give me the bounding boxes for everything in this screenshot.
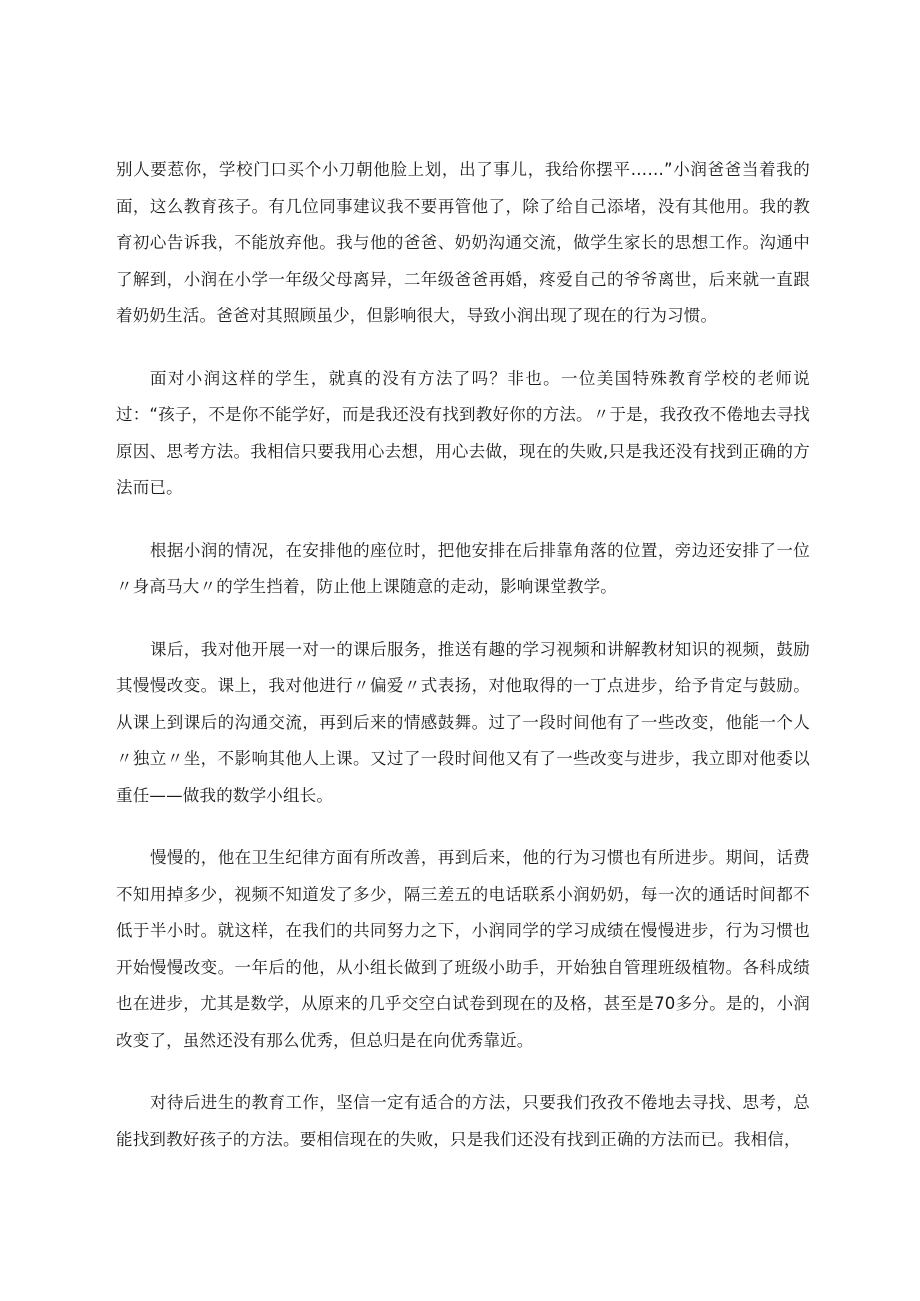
paragraph-1: 别人要惹你，学校门口买个小刀朝他脸上划，出了事儿，我给你摆平……”小润爸爸当着我的面，这么教育孩子。有几位同事建议我不要再管他了，除了给自己添堵，没有其他用。我的教育初心告诉我，不能放弃他。我与他的爸爸、奶奶沟通交流，做学生家长的思想工作。沟通中了解到，小润在小学一年级父母离异，二年级爸爸再婚，疼爱自己的爷爷离世，后来就一直跟着奶奶生活。爸爸对其照顾虽少，但影响很大，导致小润出现了现在的行为习惯。 bbox=[116, 160, 810, 325]
paragraph-3: 根据小润的情况，在安排他的座位时，把他安排在后排靠角落的位置，旁边还安排了一位〃身高马大〃的学生挡着，防止他上课随意的走动，影响课堂教学。 bbox=[116, 540, 810, 596]
paragraph-5: 慢慢的，他在卫生纪律方面有所改善，再到后来，他的行为习惯也有所进步。期间，话费不知用掉多少，视频不知道发了多少，隔三差五的电话联系小润奶奶，每一次的通话时间都不低于半小时。就这样，在我们的共同努力之下，小润同学的学习成绩在慢慢进步，行为习惯也开始慢慢改变。一年后的他，从小组长做到了班级小助手，开始独自管理班级植物。各科成绩也在进步，尤其是数学，从原来的几乎交空白试卷到现在的及格，甚至是70多分。是的，小润改变了，虽然还没有那么优秀，但总归是在向优秀靠近。 bbox=[116, 848, 810, 1050]
document-body bbox=[116, 152, 810, 1184]
paragraph-4: 课后，我对他开展一对一的课后服务，推送有趣的学习视频和讲解教材知识的视频，鼓励其慢慢改变。课上，我对他进行〃偏爱〃式表扬，对他取得的一丁点进步，给予肯定与鼓励。从课上到课后的沟通交流，再到后来的情感鼓舞。过了一段时间他有了一些改变，他能一个人〃独立〃坐，不影响其他人上课。又过了一段时间他又有了一些改变与进步，我立即对他委以重任——做我的数学小组长。 bbox=[116, 639, 810, 805]
paragraph-2: 面对小润这样的学生，就真的没有方法了吗？非也。一位美国特殊教育学校的老师说过：“孩子，不是你不能学好，而是我还没有找到教好你的方法。〃于是，我孜孜不倦地去寻找原因、思考方法。我相信只要我用心去想，用心去做，现在的失败,只是我还没有找到正确的方法而已。 bbox=[116, 368, 810, 497]
paragraph-6: 对待后进生的教育工作，坚信一定有适合的方法，只要我们孜孜不倦地去寻找、思考，总能找到教好孩子的方法。要相信现在的失败，只是我们还没有找到正确的方法而已。我相信， bbox=[116, 1093, 810, 1149]
